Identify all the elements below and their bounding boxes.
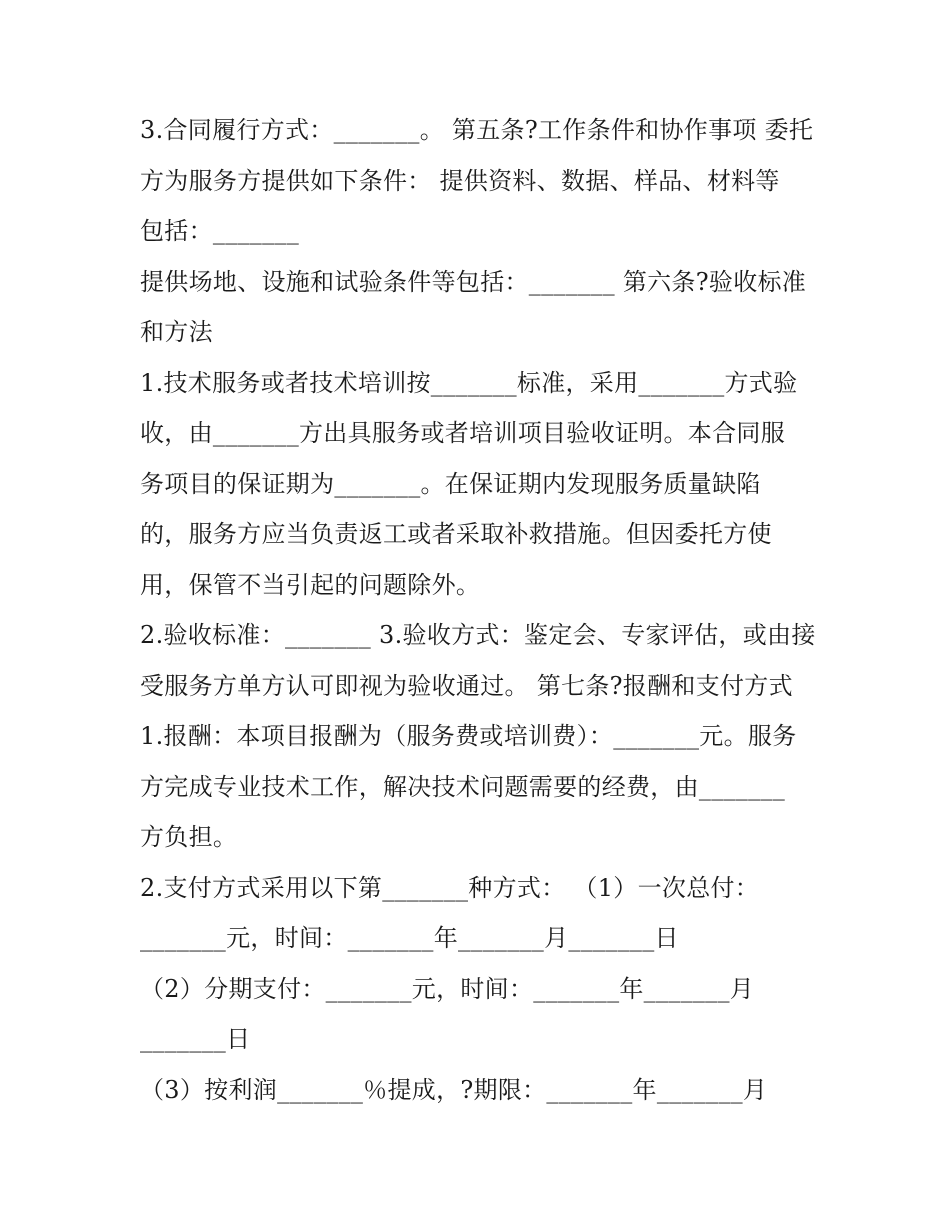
text-line-19: _______日 <box>140 1025 251 1053</box>
text-line-6: 1.技术服务或者技术培训按_______标准，采用_______方式验 <box>140 368 798 397</box>
text-line-16: 2.支付方式采用以下第_______种方式： （1）一次总付： <box>140 873 760 902</box>
text-line-13: 1.报酬：本项目报酬为（服务费或培训费）：_______元。服务 <box>140 722 797 750</box>
text-line-7: 收，由_______方出具服务或者培训项目验收证明。本合同服 <box>140 419 785 447</box>
text-line-2: 方为服务方提供如下条件： 提供资料、数据、样品、材料等 <box>140 166 780 195</box>
text-line-1: 3.合同履行方式：_______。 第五条?工作条件和协作事项 委托 <box>140 116 814 144</box>
document-body <box>140 105 820 1115</box>
text-line-10: 用，保管不当引起的问题除外。 <box>140 570 481 599</box>
text-line-11: 2.验收标准：_______ 3.验收方式：鉴定会、专家评估，或由接 <box>140 621 816 649</box>
text-line-20: （3）按利润_______％提成，?期限：_______年_______月 <box>140 1075 768 1104</box>
text-line-5: 和方法 <box>140 318 213 346</box>
text-line-12: 受服务方单方认可即视为验收通过。 第七条?报酬和支付方式 <box>140 671 793 700</box>
text-line-9: 的，服务方应当负责返工或者采取补救措施。但因委托方使 <box>140 520 772 548</box>
text-line-4: 提供场地、设施和试验条件等包括：_______ 第六条?验收标准 <box>140 267 807 296</box>
text-line-8: 务项目的保证期为_______。在保证期内发现服务质量缺陷 <box>140 469 761 498</box>
text-line-14: 方完成专业技术工作，解决技术问题需要的经费，由_______ <box>140 772 785 801</box>
text-line-18: （2）分期支付：_______元，时间：_______年_______月 <box>140 974 755 1003</box>
text-line-3: 包括：_______ <box>140 217 299 245</box>
text-line-17: _______元，时间：_______年_______月_______日 <box>140 924 679 952</box>
text-line-15: 方负担。 <box>140 823 238 851</box>
